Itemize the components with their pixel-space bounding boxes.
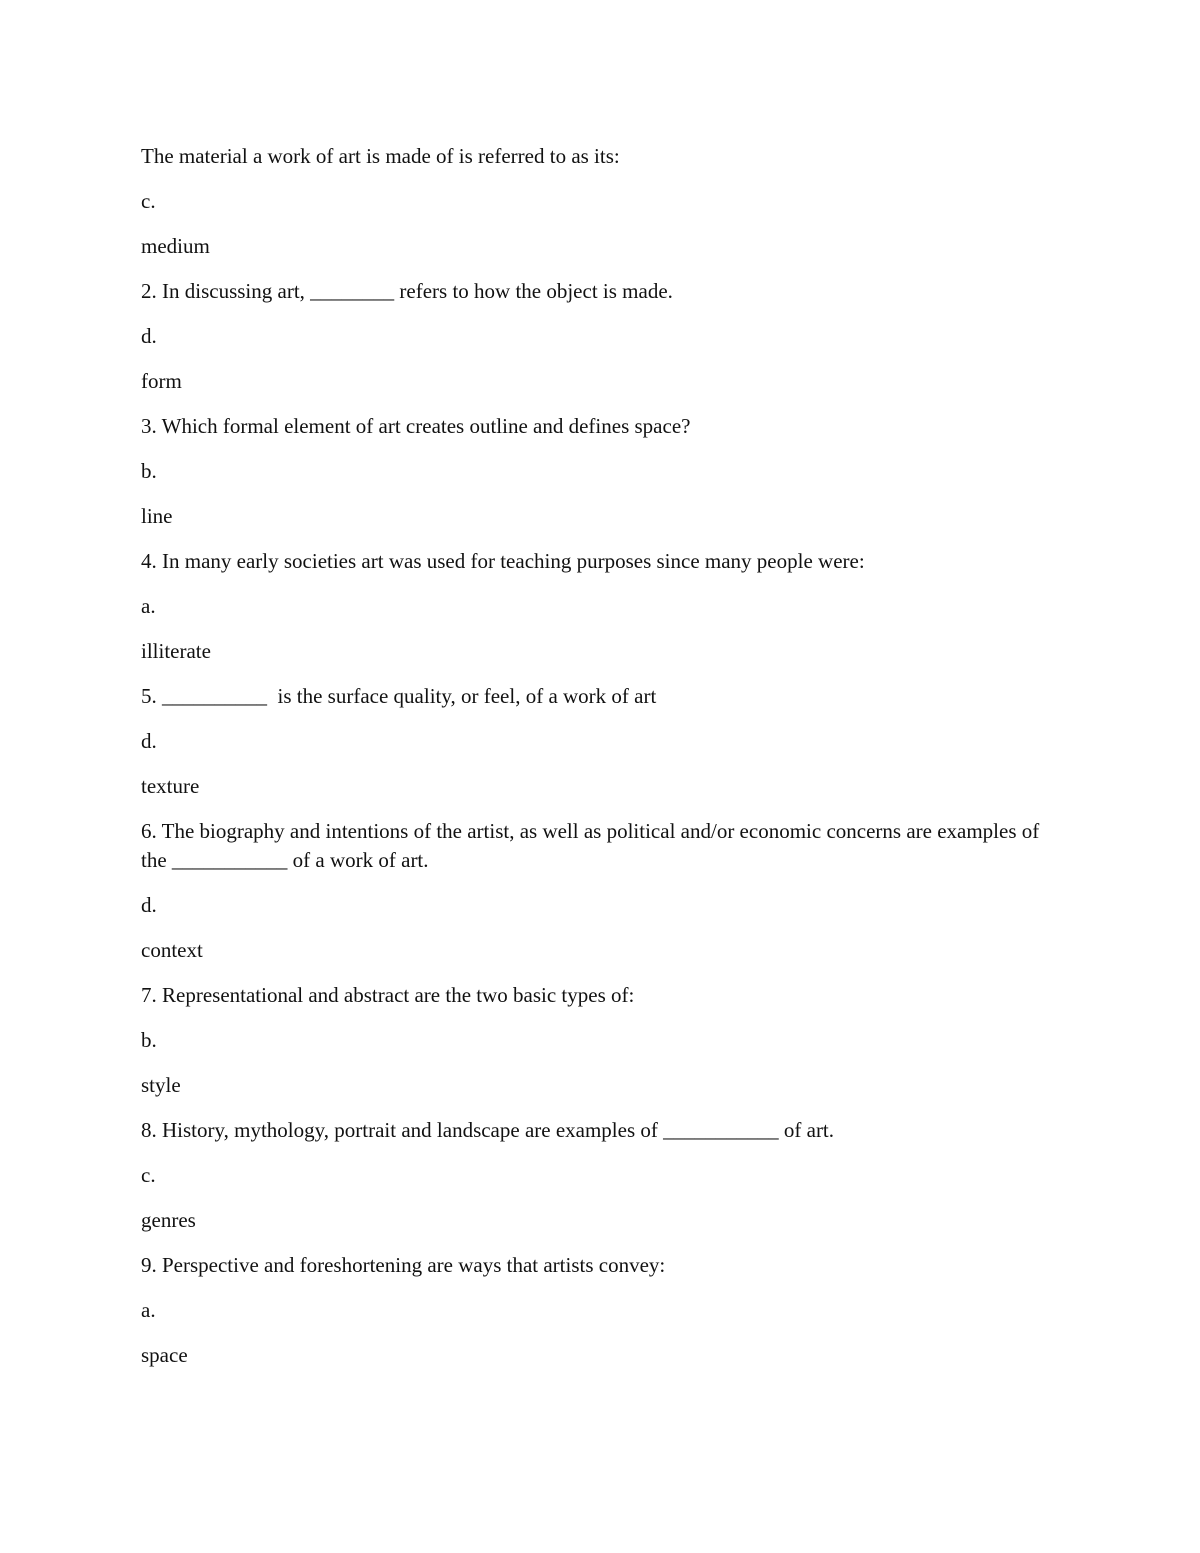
answer-text-8: genres <box>141 1208 196 1232</box>
answer-letter-4: a. <box>141 594 156 618</box>
answer-text-5: texture <box>141 774 200 798</box>
question-7: 7. Representational and abstract are the two basic types of: <box>141 983 635 1007</box>
quiz-item-8 <box>141 1116 1041 1235</box>
question-2: 2. In discussing art, ________ refers to how the object is made. <box>141 279 673 303</box>
answer-letter-1: c. <box>141 189 156 213</box>
quiz-item-5 <box>141 682 1041 801</box>
quiz-content <box>141 142 1041 1386</box>
answer-letter-7: b. <box>141 1028 157 1052</box>
question-1: The material a work of art is made of is referred to as its: <box>141 144 620 168</box>
quiz-item-6 <box>141 817 1041 965</box>
question-3: 3. Which formal element of art creates outline and defines space? <box>141 414 691 438</box>
answer-text-2: form <box>141 369 182 393</box>
question-4: 4. In many early societies art was used for teaching purposes since many people were: <box>141 549 865 573</box>
quiz-item-3 <box>141 412 1041 531</box>
answer-letter-9: a. <box>141 1298 156 1322</box>
answer-text-7: style <box>141 1073 181 1097</box>
quiz-item-9 <box>141 1251 1041 1370</box>
question-9: 9. Perspective and foreshortening are ways that artists convey: <box>141 1253 666 1277</box>
answer-letter-3: b. <box>141 459 157 483</box>
answer-letter-2: d. <box>141 324 157 348</box>
answer-text-1: medium <box>141 234 210 258</box>
answer-text-6: context <box>141 938 203 962</box>
question-8: 8. History, mythology, portrait and landscape are examples of ___________ of art. <box>141 1118 835 1142</box>
answer-text-9: space <box>141 1343 188 1367</box>
quiz-item-7 <box>141 981 1041 1100</box>
question-5: 5. __________ is the surface quality, or feel, of a work of art <box>141 684 657 708</box>
answer-letter-8: c. <box>141 1163 156 1187</box>
answer-letter-6: d. <box>141 893 157 917</box>
question-6: 6. The biography and intentions of the artist, as well as political and/or economic concerns are examples of the ___________ of a work of art. <box>141 819 1040 872</box>
quiz-item-2 <box>141 277 1041 396</box>
answer-text-3: line <box>141 504 173 528</box>
quiz-item-1 <box>141 142 1041 261</box>
quiz-item-4 <box>141 547 1041 666</box>
answer-text-4: illiterate <box>141 639 211 663</box>
answer-letter-5: d. <box>141 729 157 753</box>
